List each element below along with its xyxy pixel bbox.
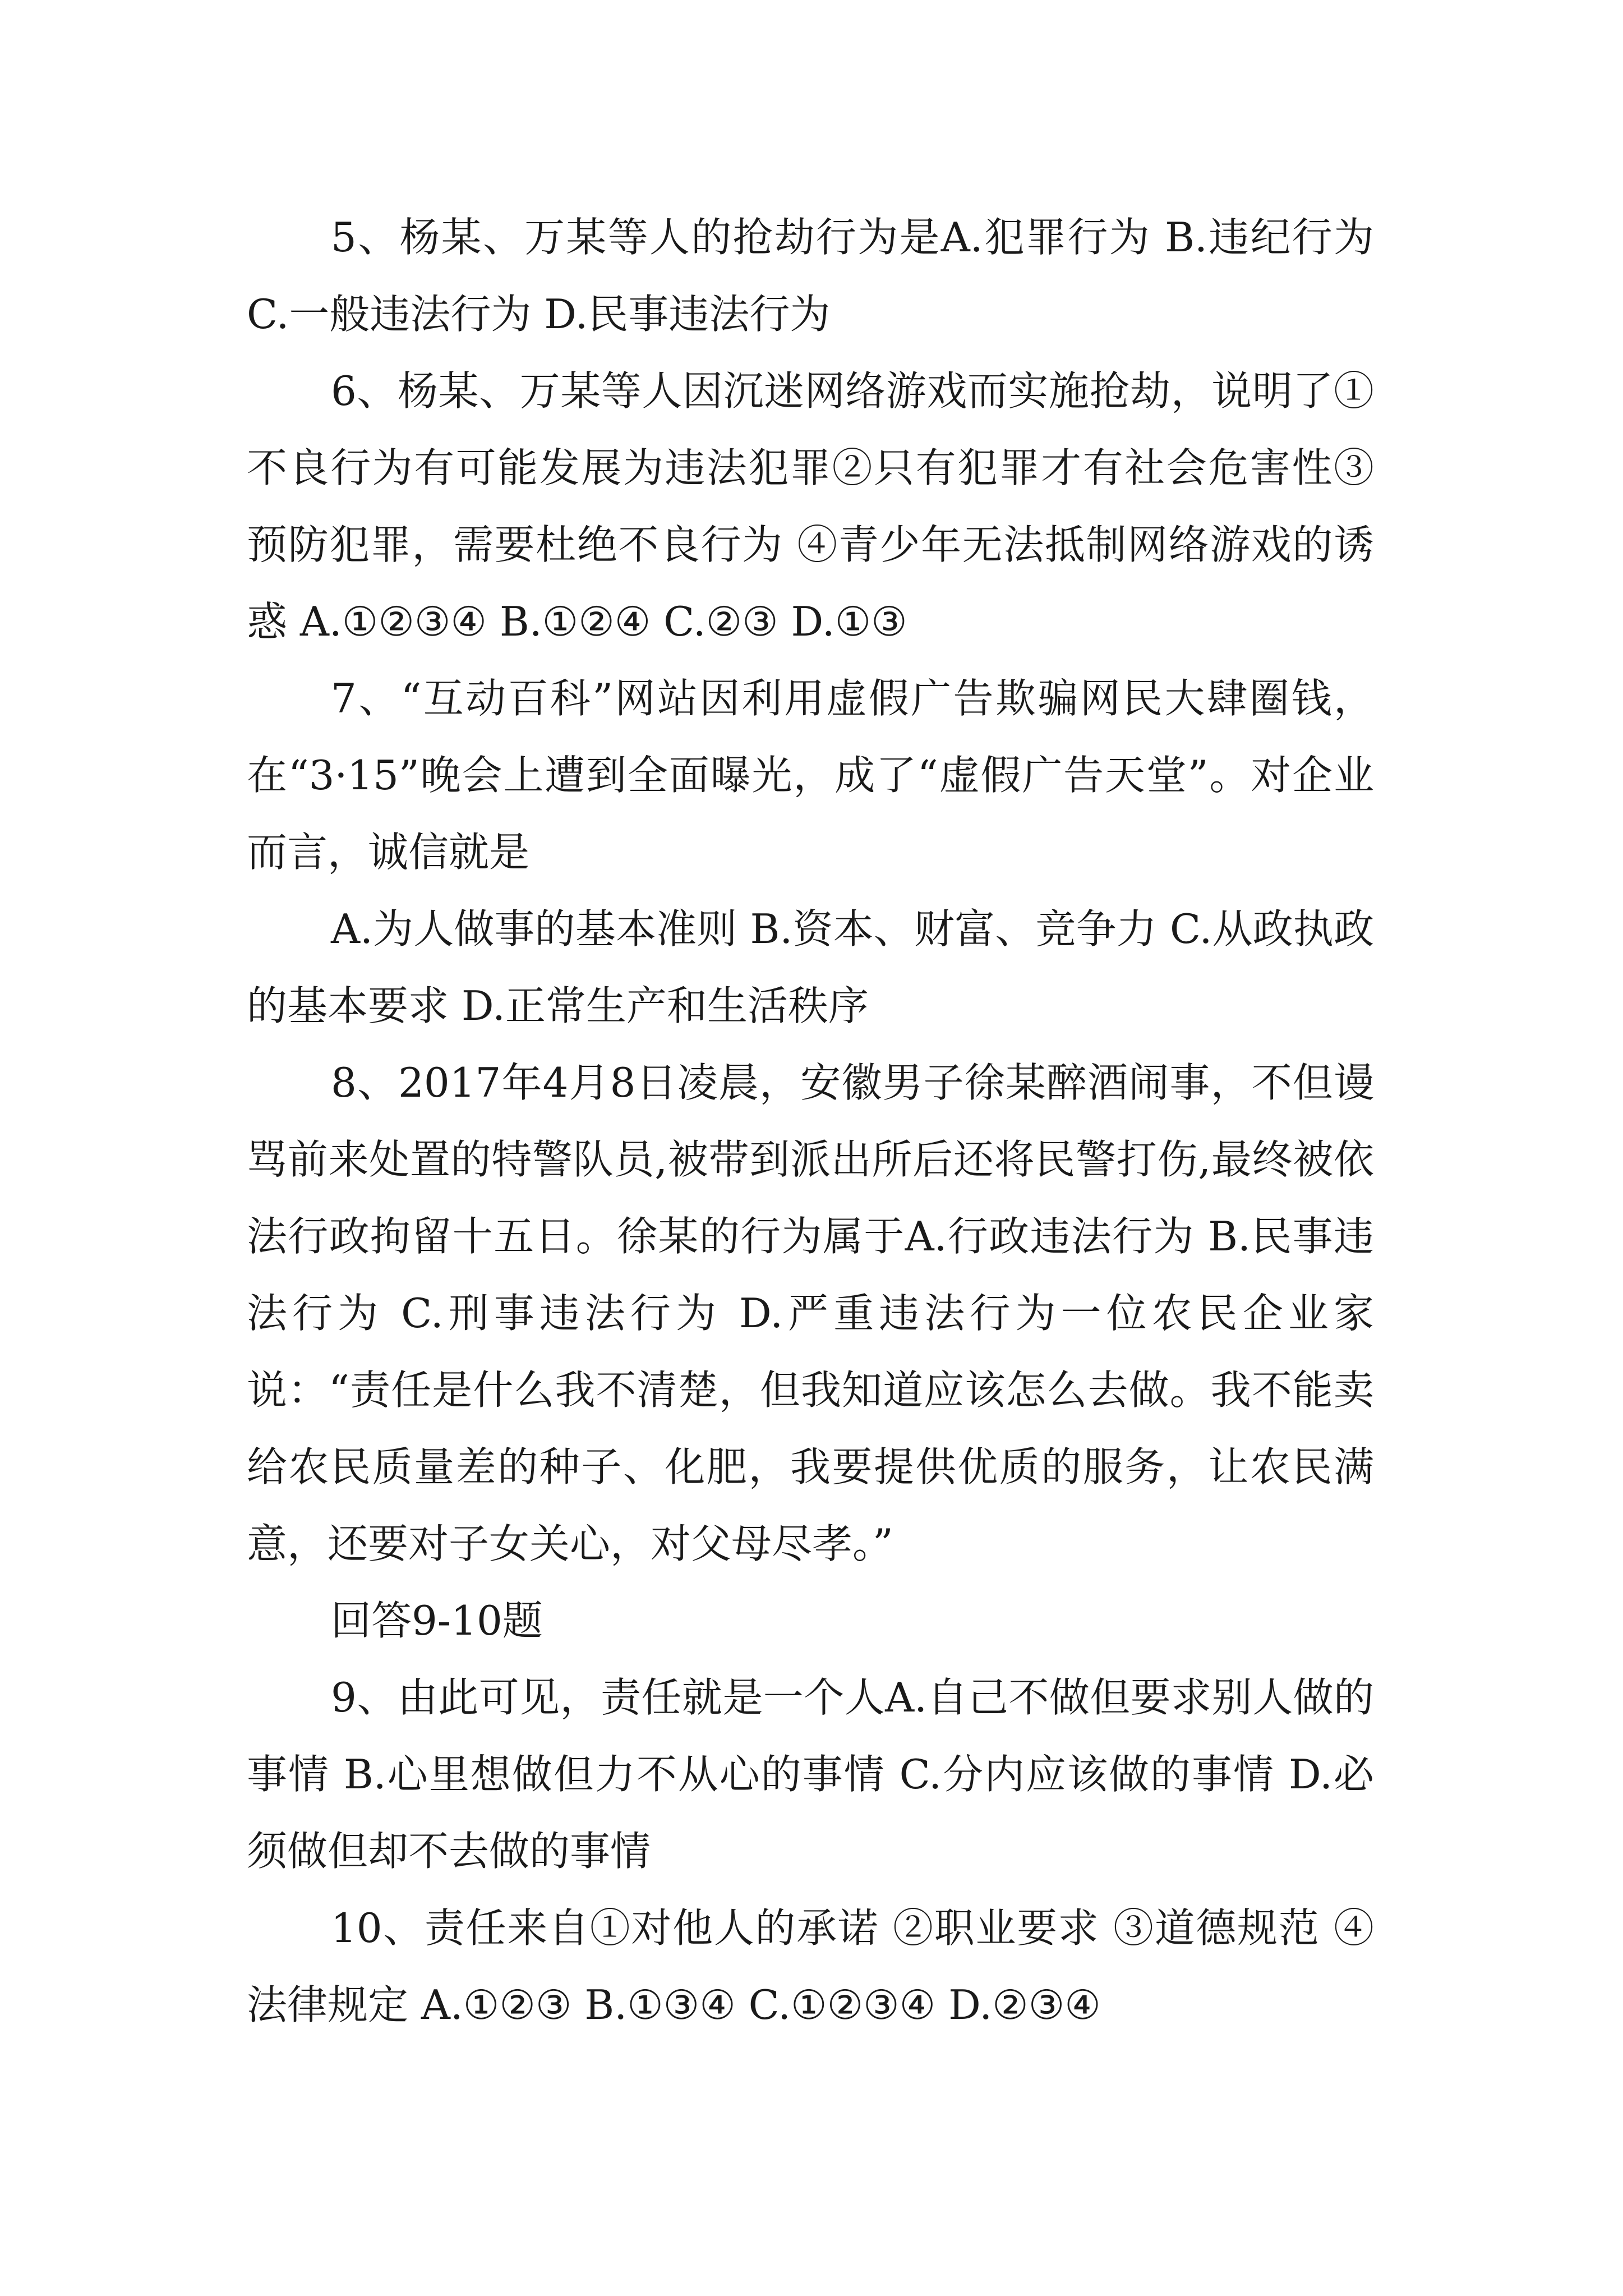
document-body: [247, 199, 1374, 2044]
question-5: 5、杨某、万某等人的抢劫行为是A.犯罪行为 B.违纪行为 C.一般违法行为 D.民事违法行为: [247, 214, 1374, 338]
question-7: 7、“互动百科”网站因利用虚假广告欺骗网民大肆圈钱，在“3·15”晚会上遭到全面曝光，成了“虚假广告天堂”。对企业而言，诚信就是: [247, 675, 1374, 876]
question-7-options: A.为人做事的基本准则 B.资本、财富、竞争力 C.从政执政的基本要求 D.正常生产和生活秩序: [247, 905, 1374, 1029]
question-6: 6、杨某、万某等人因沉迷网络游戏而实施抢劫，说明了①不良行为有可能发展为违法犯罪②只有犯罪才有社会危害性③预防犯罪，需要杜绝不良行为 ④青少年无法抵制网络游戏的诱惑 A.①②③④ B.①②④ C.②③ D.①③: [247, 367, 1374, 645]
question-9: 9、由此可见，责任就是一个人A.自己不做但要求别人做的事情 B.心里想做但力不从心的事情 C.分内应该做的事情 D.必须做但却不去做的事情: [247, 1674, 1374, 1875]
question-8: 8、2017年4月8日凌晨，安徽男子徐某醉酒闹事，不但谩骂前来处置的特警队员,被带到派出所后还将民警打伤,最终被依法行政拘留十五日。徐某的行为属于A.行政违法行为 B.民事违法行为 C.刑事违法行为 D.严重违法行为一位农民企业家说：“责任是什么我不清楚，但我知道应该怎么去做。我不能卖给农民质量差的种子、化肥，我要提供优质的服务，让农民满意，还要对子女关心，对父母尽孝。”: [247, 1059, 1374, 1567]
instruction-9-10: 回答9-10题: [331, 1597, 543, 1644]
question-10: 10、责任来自①对他人的承诺 ②职业要求 ③道德规范 ④法律规定 A.①②③ B.①③④ C.①②③④ D.②③④: [247, 1904, 1374, 2028]
